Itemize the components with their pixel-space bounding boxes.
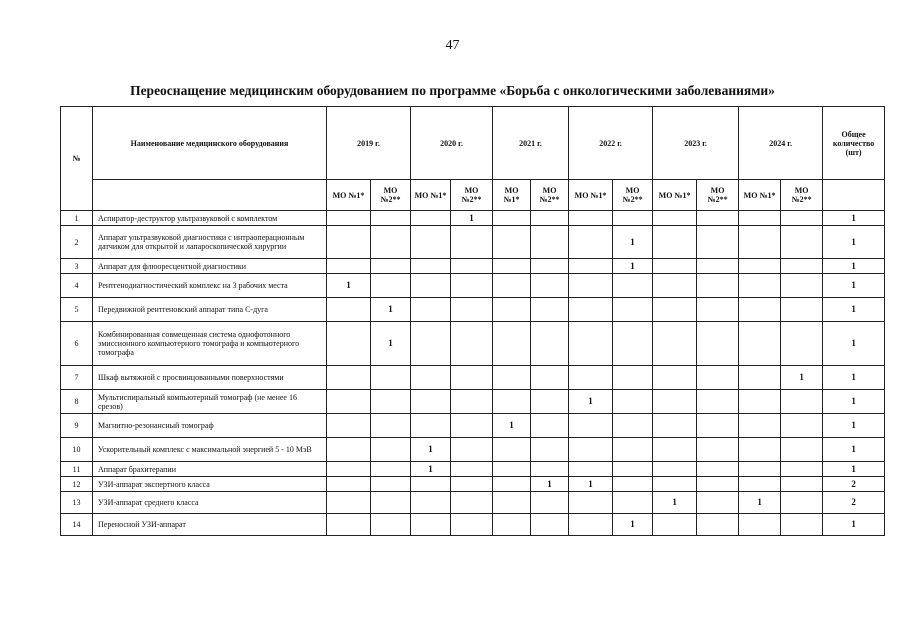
- equipment-name: Передвижной рентгеновский аппарат типа С-дуга: [93, 298, 327, 322]
- quantity-cell: [451, 274, 493, 298]
- mo1-header: МО №1*: [653, 180, 697, 211]
- quantity-cell: [653, 274, 697, 298]
- header-row-years: [61, 107, 885, 180]
- quantity-cell: [493, 462, 531, 477]
- quantity-cell: [739, 211, 781, 226]
- quantity-cell: [569, 414, 613, 438]
- quantity-cell: [371, 274, 411, 298]
- quantity-cell: [697, 259, 739, 274]
- quantity-cell: [613, 298, 653, 322]
- mo2-header: МО №2**: [697, 180, 739, 211]
- quantity-cell: [653, 477, 697, 492]
- quantity-cell: [531, 462, 569, 477]
- quantity-cell: [613, 322, 653, 366]
- table-row: [61, 211, 885, 226]
- quantity-cell: [493, 211, 531, 226]
- quantity-cell: [781, 259, 823, 274]
- table-row: [61, 274, 885, 298]
- quantity-cell: [781, 322, 823, 366]
- quantity-cell: [451, 298, 493, 322]
- quantity-cell: [781, 492, 823, 514]
- row-number: 11: [61, 462, 93, 477]
- quantity-cell: [697, 226, 739, 259]
- quantity-cell: [451, 390, 493, 414]
- year-header: 2023 г.: [653, 107, 739, 180]
- quantity-cell: [411, 298, 451, 322]
- quantity-cell: [451, 438, 493, 462]
- row-number: 1: [61, 211, 93, 226]
- year-header: 2021 г.: [493, 107, 569, 180]
- quantity-cell: 1: [613, 259, 653, 274]
- quantity-cell: [411, 211, 451, 226]
- quantity-cell: 1: [411, 438, 451, 462]
- equipment-name: УЗИ-аппарат среднего класса: [93, 492, 327, 514]
- quantity-cell: [371, 462, 411, 477]
- mo2-header: МО №2**: [613, 180, 653, 211]
- quantity-cell: [739, 322, 781, 366]
- quantity-cell: [739, 298, 781, 322]
- total-header: Общее количество (шт): [823, 107, 885, 180]
- quantity-cell: [569, 226, 613, 259]
- quantity-cell: [653, 438, 697, 462]
- quantity-cell: [653, 226, 697, 259]
- quantity-cell: [371, 438, 411, 462]
- total-cell: 1: [823, 322, 885, 366]
- quantity-cell: [781, 211, 823, 226]
- quantity-cell: [327, 226, 371, 259]
- quantity-cell: [739, 438, 781, 462]
- quantity-cell: [493, 274, 531, 298]
- total-cell: 1: [823, 414, 885, 438]
- quantity-cell: [739, 414, 781, 438]
- mo1-header: МО №1*: [493, 180, 531, 211]
- quantity-cell: [697, 477, 739, 492]
- year-header: 2020 г.: [411, 107, 493, 180]
- quantity-cell: [493, 438, 531, 462]
- quantity-cell: [781, 438, 823, 462]
- quantity-cell: [327, 259, 371, 274]
- quantity-cell: [531, 298, 569, 322]
- quantity-cell: [613, 366, 653, 390]
- quantity-cell: [569, 211, 613, 226]
- quantity-cell: [781, 274, 823, 298]
- quantity-cell: [411, 390, 451, 414]
- quantity-cell: [781, 298, 823, 322]
- quantity-cell: [411, 477, 451, 492]
- quantity-cell: [781, 414, 823, 438]
- quantity-cell: [569, 274, 613, 298]
- quantity-cell: [739, 274, 781, 298]
- quantity-cell: 1: [451, 211, 493, 226]
- quantity-cell: [451, 462, 493, 477]
- quantity-cell: [451, 259, 493, 274]
- quantity-cell: [531, 438, 569, 462]
- row-number: 5: [61, 298, 93, 322]
- row-number: 14: [61, 514, 93, 536]
- quantity-cell: 1: [327, 274, 371, 298]
- row-number: 2: [61, 226, 93, 259]
- year-header: 2022 г.: [569, 107, 653, 180]
- quantity-cell: 1: [493, 414, 531, 438]
- name-header: Наименование медицинского оборудования: [93, 107, 327, 180]
- quantity-cell: [781, 462, 823, 477]
- quantity-cell: 1: [613, 226, 653, 259]
- quantity-cell: [697, 414, 739, 438]
- quantity-cell: [371, 390, 411, 414]
- total-cell: 1: [823, 211, 885, 226]
- quantity-cell: [327, 322, 371, 366]
- quantity-cell: [613, 414, 653, 438]
- quantity-cell: [613, 274, 653, 298]
- total-cell: 1: [823, 226, 885, 259]
- quantity-cell: [569, 514, 613, 536]
- quantity-cell: [569, 322, 613, 366]
- quantity-cell: [411, 274, 451, 298]
- row-number: 9: [61, 414, 93, 438]
- total-cell: 1: [823, 514, 885, 536]
- quantity-cell: [739, 514, 781, 536]
- quantity-cell: [653, 259, 697, 274]
- quantity-cell: [451, 414, 493, 438]
- quantity-cell: [411, 259, 451, 274]
- quantity-cell: [493, 298, 531, 322]
- quantity-cell: [653, 298, 697, 322]
- equipment-name: Мультиспиральный компьютерный томограф (не менее 16 срезов): [93, 390, 327, 414]
- quantity-cell: [697, 492, 739, 514]
- quantity-cell: [371, 366, 411, 390]
- quantity-cell: [493, 259, 531, 274]
- quantity-cell: [531, 226, 569, 259]
- table-row: [61, 462, 885, 477]
- year-header: 2024 г.: [739, 107, 823, 180]
- quantity-cell: [531, 390, 569, 414]
- quantity-cell: [493, 390, 531, 414]
- quantity-cell: [411, 322, 451, 366]
- quantity-cell: [781, 226, 823, 259]
- name-header-blank: [93, 180, 327, 211]
- quantity-cell: [613, 492, 653, 514]
- table-row: [61, 366, 885, 390]
- quantity-cell: [327, 298, 371, 322]
- equipment-name: Аппарат ультразвуковой диагностики с интраоперационным датчиком для открытой и лапароскопической хирургии: [93, 226, 327, 259]
- quantity-cell: [739, 390, 781, 414]
- quantity-cell: [531, 492, 569, 514]
- quantity-cell: [327, 414, 371, 438]
- quantity-cell: [411, 366, 451, 390]
- quantity-cell: 1: [613, 514, 653, 536]
- quantity-cell: [327, 514, 371, 536]
- quantity-cell: [781, 514, 823, 536]
- quantity-cell: [371, 414, 411, 438]
- quantity-cell: [411, 226, 451, 259]
- quantity-cell: [613, 211, 653, 226]
- row-number: 12: [61, 477, 93, 492]
- quantity-cell: [697, 366, 739, 390]
- quantity-cell: 1: [739, 492, 781, 514]
- quantity-cell: [739, 259, 781, 274]
- row-number: 4: [61, 274, 93, 298]
- quantity-cell: [739, 366, 781, 390]
- table-row: [61, 390, 885, 414]
- quantity-cell: [327, 492, 371, 514]
- quantity-cell: [697, 322, 739, 366]
- quantity-cell: [451, 322, 493, 366]
- table-row: [61, 514, 885, 536]
- equipment-name: Аппарат для флюоресцентной диагностики: [93, 259, 327, 274]
- quantity-cell: [697, 390, 739, 414]
- quantity-cell: [697, 298, 739, 322]
- quantity-cell: [411, 492, 451, 514]
- equipment-name: Аспиратор-деструктор ультразвуковой с комплектом: [93, 211, 327, 226]
- mo1-header: МО №1*: [739, 180, 781, 211]
- equipment-name: Рентгенодиагностический комплекс на 3 рабочих места: [93, 274, 327, 298]
- quantity-cell: 1: [371, 322, 411, 366]
- quantity-cell: [493, 226, 531, 259]
- quantity-cell: [653, 322, 697, 366]
- quantity-cell: [493, 322, 531, 366]
- row-number: 3: [61, 259, 93, 274]
- quantity-cell: 1: [569, 390, 613, 414]
- equipment-name: Ускорительный комплекс с максимальной энергией 5 - 10 МэВ: [93, 438, 327, 462]
- equipment-name: Шкаф вытяжной с просвинцованными поверхностями: [93, 366, 327, 390]
- table-row: [61, 414, 885, 438]
- quantity-cell: [697, 274, 739, 298]
- quantity-cell: [569, 298, 613, 322]
- quantity-cell: [739, 477, 781, 492]
- quantity-cell: 1: [371, 298, 411, 322]
- quantity-cell: [371, 514, 411, 536]
- total-cell: 1: [823, 274, 885, 298]
- quantity-cell: [531, 322, 569, 366]
- table-row: [61, 259, 885, 274]
- quantity-cell: [493, 477, 531, 492]
- quantity-cell: [739, 462, 781, 477]
- quantity-cell: [653, 211, 697, 226]
- quantity-cell: [697, 514, 739, 536]
- quantity-cell: [531, 211, 569, 226]
- quantity-cell: [653, 390, 697, 414]
- quantity-cell: [451, 492, 493, 514]
- mo2-header: МО №2**: [371, 180, 411, 211]
- table-body: [61, 211, 885, 536]
- quantity-cell: 1: [653, 492, 697, 514]
- quantity-cell: [697, 211, 739, 226]
- quantity-cell: [451, 366, 493, 390]
- quantity-cell: [411, 414, 451, 438]
- quantity-cell: [613, 390, 653, 414]
- table-row: [61, 438, 885, 462]
- quantity-cell: [653, 414, 697, 438]
- equipment-name: Аппарат брахитерапии: [93, 462, 327, 477]
- quantity-cell: [411, 514, 451, 536]
- quantity-cell: [327, 438, 371, 462]
- quantity-cell: 1: [531, 477, 569, 492]
- quantity-cell: [327, 211, 371, 226]
- quantity-cell: [569, 492, 613, 514]
- quantity-cell: [327, 462, 371, 477]
- page-number: 47: [445, 38, 460, 53]
- equipment-name: Переносной УЗИ-аппарат: [93, 514, 327, 536]
- quantity-cell: [371, 226, 411, 259]
- quantity-cell: [697, 462, 739, 477]
- quantity-cell: [327, 366, 371, 390]
- total-cell: 2: [823, 477, 885, 492]
- total-cell: 1: [823, 462, 885, 477]
- total-cell: 2: [823, 492, 885, 514]
- quantity-cell: 1: [781, 366, 823, 390]
- quantity-cell: [653, 514, 697, 536]
- quantity-cell: [781, 390, 823, 414]
- quantity-cell: [569, 366, 613, 390]
- quantity-cell: [531, 514, 569, 536]
- quantity-cell: [569, 438, 613, 462]
- quantity-cell: [653, 462, 697, 477]
- row-number: 7: [61, 366, 93, 390]
- total-cell: 1: [823, 366, 885, 390]
- quantity-cell: [531, 414, 569, 438]
- quantity-cell: [697, 438, 739, 462]
- mo2-header: МО №2**: [781, 180, 823, 211]
- quantity-cell: [569, 462, 613, 477]
- equipment-name: Комбинированная совмещенная система однофотонного эмиссионного компьютерного томографа и компьютерного томографа: [93, 322, 327, 366]
- quantity-cell: [531, 274, 569, 298]
- total-cell: 1: [823, 390, 885, 414]
- header-row-facilities: [61, 180, 885, 211]
- total-cell: 1: [823, 259, 885, 274]
- mo1-header: МО №1*: [327, 180, 371, 211]
- quantity-cell: [613, 477, 653, 492]
- quantity-cell: [327, 477, 371, 492]
- quantity-cell: [531, 259, 569, 274]
- quantity-cell: [613, 462, 653, 477]
- row-number: 13: [61, 492, 93, 514]
- mo1-header: МО №1*: [411, 180, 451, 211]
- quantity-cell: [371, 259, 411, 274]
- quantity-cell: [451, 477, 493, 492]
- quantity-cell: [493, 366, 531, 390]
- table-row: [61, 226, 885, 259]
- quantity-cell: [653, 366, 697, 390]
- quantity-cell: [327, 390, 371, 414]
- mo2-header: МО №2**: [531, 180, 569, 211]
- quantity-cell: [371, 492, 411, 514]
- num-header: №: [61, 107, 93, 211]
- quantity-cell: [531, 366, 569, 390]
- quantity-cell: [371, 477, 411, 492]
- quantity-cell: [781, 477, 823, 492]
- table-row: [61, 322, 885, 366]
- total-cell: 1: [823, 438, 885, 462]
- document-title: Переоснащение медицинским оборудованием по программе «Борьба с онкологическими заболеваниями»: [130, 83, 775, 98]
- row-number: 8: [61, 390, 93, 414]
- quantity-cell: [451, 226, 493, 259]
- row-number: 10: [61, 438, 93, 462]
- equipment-name: Магнитно-резонансный томограф: [93, 414, 327, 438]
- quantity-cell: [613, 438, 653, 462]
- table-row: [61, 298, 885, 322]
- year-header: 2019 г.: [327, 107, 411, 180]
- quantity-cell: [739, 226, 781, 259]
- total-cell: 1: [823, 298, 885, 322]
- mo1-header: МО №1*: [569, 180, 613, 211]
- quantity-cell: [451, 514, 493, 536]
- total-header-blank: [823, 180, 885, 211]
- quantity-cell: [493, 514, 531, 536]
- quantity-cell: [569, 259, 613, 274]
- row-number: 6: [61, 322, 93, 366]
- quantity-cell: [493, 492, 531, 514]
- equipment-table: [60, 106, 885, 536]
- equipment-name: УЗИ-аппарат экспертного класса: [93, 477, 327, 492]
- quantity-cell: 1: [569, 477, 613, 492]
- mo2-header: МО №2**: [451, 180, 493, 211]
- table-row: [61, 477, 885, 492]
- quantity-cell: 1: [411, 462, 451, 477]
- quantity-cell: [371, 211, 411, 226]
- table-row: [61, 492, 885, 514]
